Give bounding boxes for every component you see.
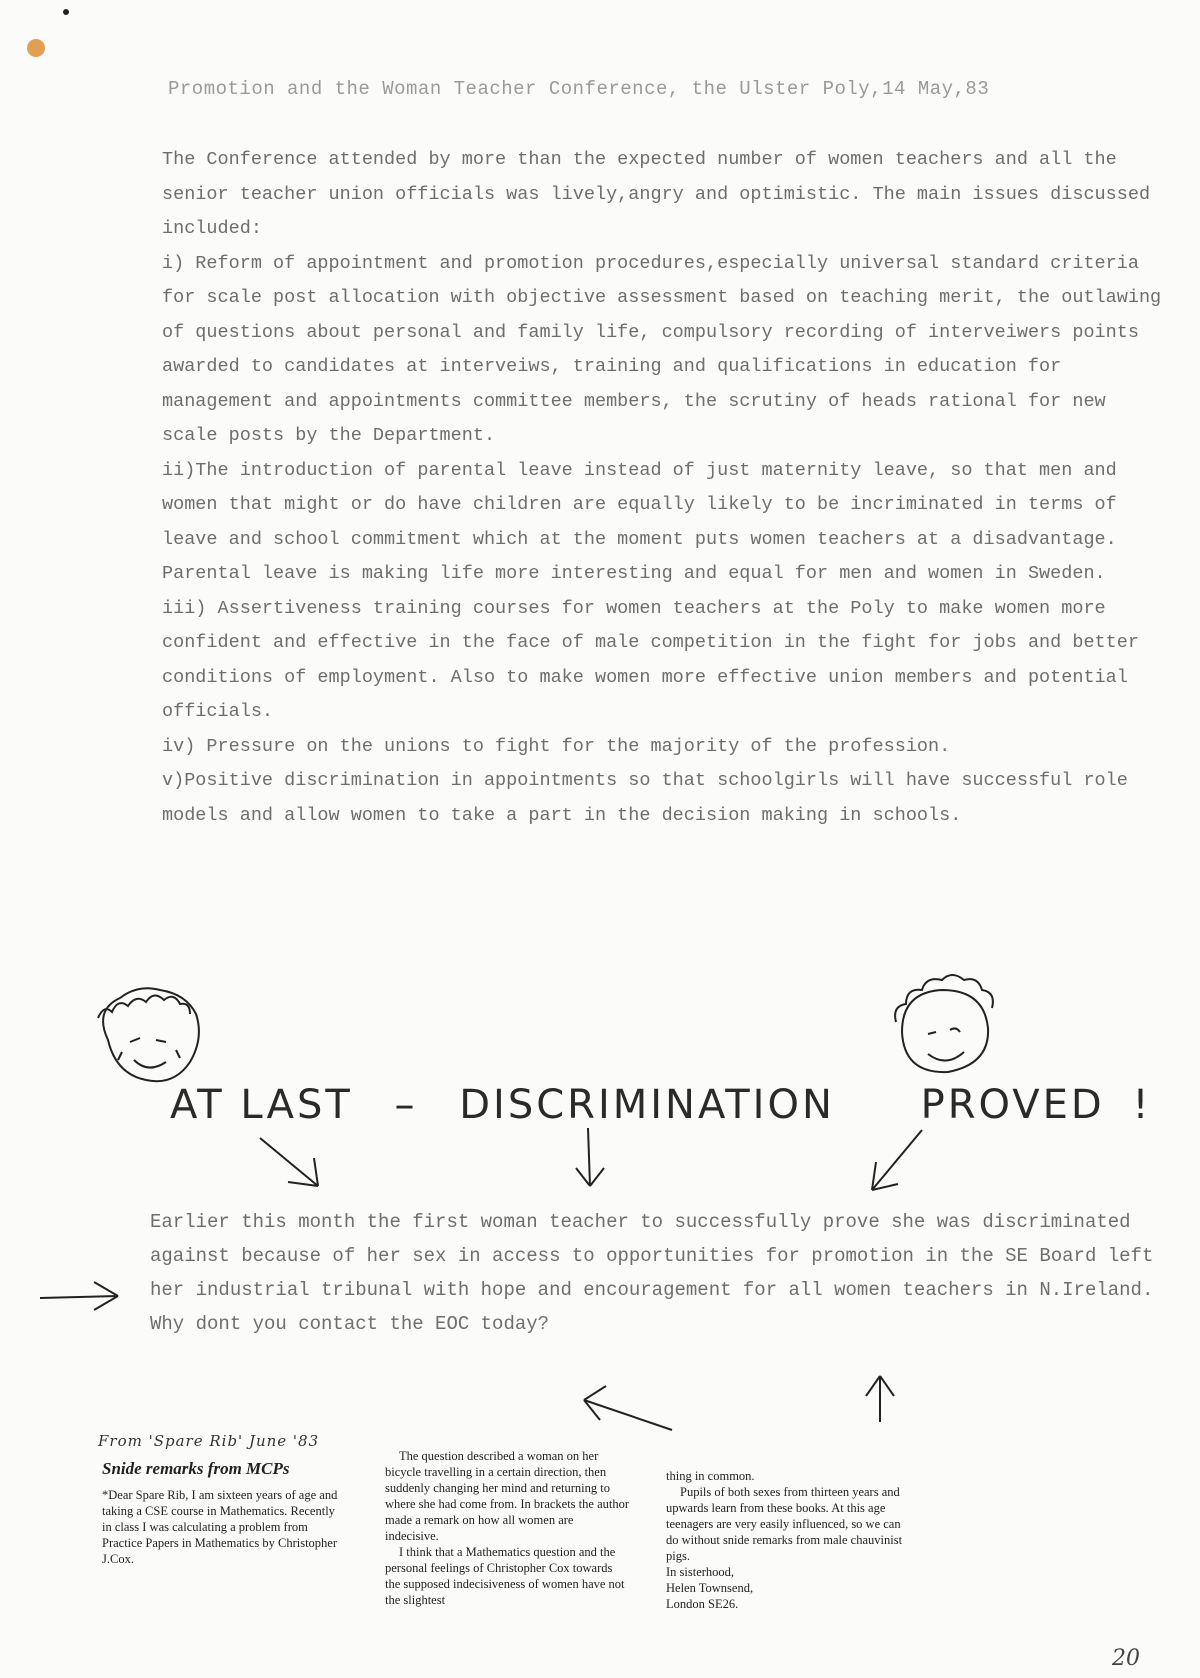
letter-opening: *Dear Spare Rib, I am sixteen years of age and taking a CSE course in Mathematics. Recently in class I was calculating a problem from Practice Papers in Mathematics by Christopher J.Cox.	[102, 1488, 338, 1566]
dot-mark	[63, 9, 69, 15]
clipping-source-label: From 'Spare Rib' June '83	[98, 1432, 320, 1450]
letter-paragraph-4: Pupils of both sexes from thirteen years and upwards learn from these books. At this age teenagers are very easily influenced, so we can do without snide remarks from male chauvinist pigs.	[666, 1485, 903, 1563]
letter-paragraph-2: The question described a woman on her bicycle travelling in a certain direction, then suddenly changing her mind and returning to where she had come from. In brackets the author made a remark on how all women are indecisive.	[385, 1449, 630, 1543]
banner-discrimination: DISCRIMINATION	[459, 1082, 835, 1128]
tribunal-paragraph: Earlier this month the first woman teacher to successfully prove she was discriminated against because of her sex in access to opportunities for promotion in the SE Board left her industrial tribunal with hope and encouragement for all women teachers in N.Ireland. Why dont you contact the EOC today?	[150, 1211, 1154, 1335]
letter-paragraph-3: I think that a Mathematics question and the personal feelings of Christopher Cox towards the supposed indecisiveness of women have not the slightest	[385, 1545, 625, 1607]
banner-dash: –	[394, 1082, 418, 1128]
right-face-drawing	[895, 975, 993, 1072]
issue-5: v)Positive discrimination in appointments so that schoolgirls will have successful role models and allow women to take a part in the decision making in schools.	[162, 770, 1128, 826]
banner-exclamation: !	[1132, 1082, 1152, 1128]
issue-2: ii)The introduction of parental leave instead of just maternity leave, so that men and women that might or do have children are equally likely to be incriminated in terms of leave and school commitment which at the moment puts women teachers at a disadvantage. Parental leave is making life more interesting and equal for men and women in Sweden.	[162, 459, 1117, 584]
letter-continuation: thing in common.	[666, 1469, 755, 1483]
issue-3: iii) Assertiveness training courses for women teachers at the Poly to make women more confident and effective in the face of male competition in the fight for jobs and better conditions of employment. Also to make women more effective union members and potential officials.	[162, 597, 1139, 722]
letter-address: London SE26.	[666, 1597, 739, 1611]
issue-1: i) Reform of appointment and promotion procedures,especially universal standard criteria for scale post allocation with objective assessment based on teaching merit, the outlawing of questions about personal and family life, compulsory recording of interveiwers points awarded to candidates at interveiws, training and qualifications in education for management and appointments committee members, the scrutiny of heads rational for new scale posts by the Department.	[162, 252, 1162, 446]
tribunal-text	[150, 1205, 1170, 1341]
clipping-column-1	[102, 1455, 347, 1567]
page-number: 20	[1112, 1646, 1140, 1671]
clipping-column-3	[666, 1468, 916, 1612]
clipping-title: Snide remarks from MCPs	[102, 1459, 290, 1478]
letter-signature: Helen Townsend,	[666, 1581, 754, 1595]
banner-proved: PROVED	[920, 1082, 1105, 1128]
clipping-column-2	[385, 1448, 630, 1608]
letter-signoff: In sisterhood,	[666, 1565, 735, 1579]
punch-mark	[27, 39, 45, 57]
issue-4: iv) Pressure on the unions to fight for the majority of the profession.	[162, 735, 951, 757]
arrow-side-right	[40, 1282, 118, 1310]
intro-paragraph: The Conference attended by more than the expected number of women teachers and all the senior teacher union officials was lively,angry and optimistic. The main issues discussed included:	[162, 149, 1151, 239]
arrow-left-down	[260, 1138, 318, 1186]
banner-at-last: AT LAST	[170, 1082, 353, 1128]
arrow-up	[866, 1376, 894, 1422]
arrow-to-eoc	[584, 1386, 672, 1430]
arrow-center-down	[576, 1128, 604, 1186]
left-face-drawing	[98, 988, 199, 1081]
arrow-right-down	[872, 1130, 922, 1190]
document-heading: Promotion and the Woman Teacher Conference, the Ulster Poly,14 May,83	[168, 78, 990, 100]
handwritten-banner	[170, 1082, 1152, 1128]
